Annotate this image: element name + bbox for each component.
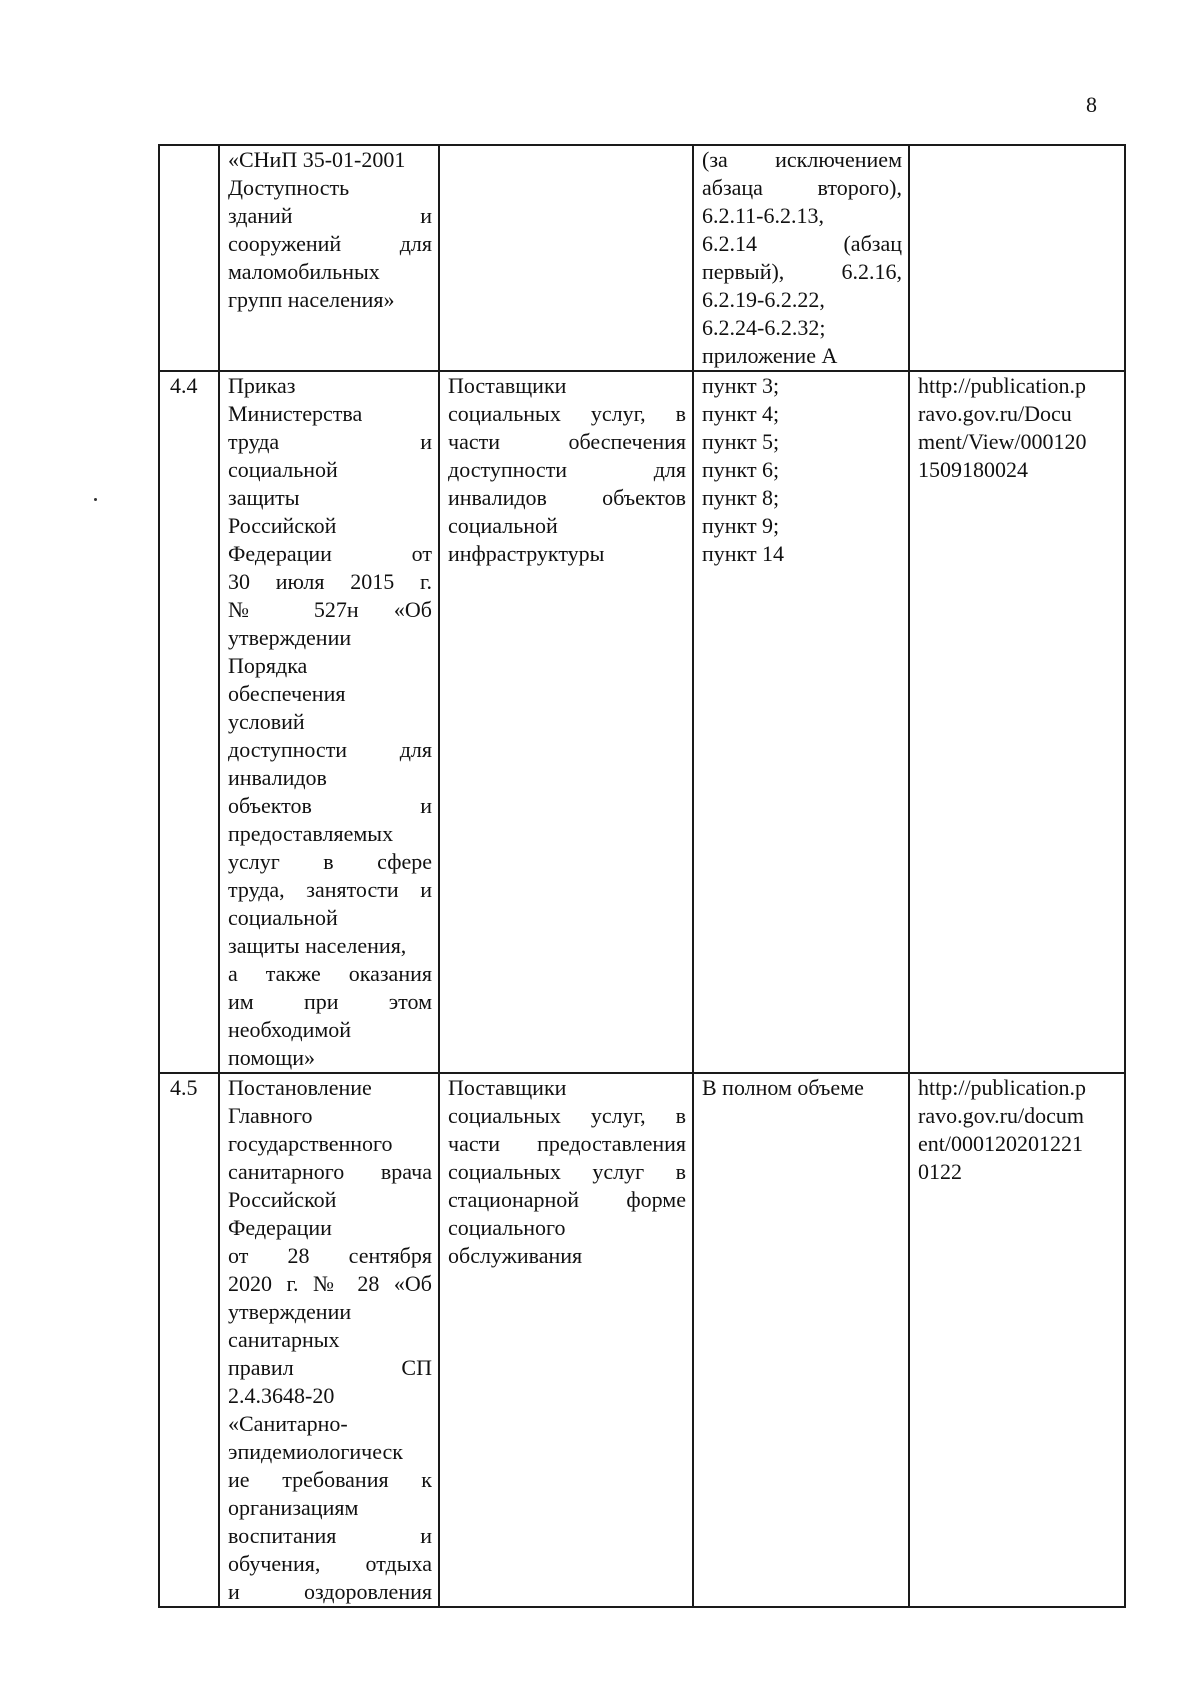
document-line: инвалидов (228, 765, 327, 790)
document-line: Доступность (228, 175, 350, 200)
row-number-cell (159, 145, 219, 371)
document-line: Постановление (228, 1075, 372, 1100)
items-line: приложение А (702, 343, 838, 368)
subject-line: части предоставления (448, 1131, 686, 1156)
document-line: маломобильных (228, 259, 380, 284)
items-line: пункт 4; (702, 401, 780, 426)
link-line: http://publication.p (918, 1075, 1087, 1100)
document-line: сооружений для (228, 231, 432, 256)
document-line: санитарных (228, 1327, 340, 1352)
document-line: помощи» (228, 1045, 315, 1070)
document-line: организациям (228, 1495, 359, 1520)
link-line: ravo.gov.ru/docum (918, 1103, 1084, 1128)
row-number-cell: 4.4 (159, 371, 219, 1073)
document-line: труда, занятости и (228, 877, 432, 902)
document-line: услуг в сфере (228, 849, 432, 874)
subject-line: инфраструктуры (448, 541, 605, 566)
items-line: 6.2.14 (абзац (702, 231, 902, 256)
document-line: социальной (228, 905, 338, 930)
document-line: обеспечения (228, 681, 346, 706)
subject-line: Поставщики (448, 373, 567, 398)
document-cell (219, 145, 439, 371)
document-line: групп населения» (228, 287, 395, 312)
subject-line: социального (448, 1215, 566, 1240)
subject-line: обслуживания (448, 1243, 583, 1268)
items-line: (за исключением (702, 147, 902, 172)
document-line: утверждении (228, 1299, 352, 1324)
items-line: 6.2.19-6.2.22, (702, 287, 825, 312)
document-line: воспитания и (228, 1523, 432, 1548)
document-line: объектов и (228, 793, 432, 818)
items-line: пункт 6; (702, 457, 780, 482)
subject-line: доступности для (448, 457, 686, 482)
document-line: социальной (228, 457, 338, 482)
items-line: 6.2.11-6.2.13, (702, 203, 825, 228)
subject-cell (439, 145, 693, 371)
items-line: В полном объеме (702, 1075, 864, 1100)
subject-line: социальных услуг, в (448, 1103, 686, 1128)
document-line: Российской (228, 1187, 337, 1212)
document-line: ие требования к (228, 1467, 432, 1492)
page-number: 8 (1086, 92, 1097, 117)
document-line: условий (228, 709, 305, 734)
document-cell (219, 1073, 439, 1607)
table-row (159, 371, 1125, 1073)
link-line: ravo.gov.ru/Docu (918, 401, 1072, 426)
document-line: санитарного врача (228, 1159, 432, 1184)
subject-line: Поставщики (448, 1075, 567, 1100)
items-line: 6.2.24-6.2.32; (702, 315, 826, 340)
document-line: № 527н «Об (228, 597, 432, 622)
items-line: пункт 14 (702, 541, 785, 566)
document-line: Министерства (228, 401, 363, 426)
scan-dot (94, 498, 97, 501)
subject-cell (439, 1073, 693, 1607)
document-line: «Санитарно- (228, 1411, 348, 1436)
items-cell (693, 145, 909, 371)
document-line: а также оказания (228, 961, 432, 986)
document-line: предоставляемых (228, 821, 394, 846)
document-line: и оздоровления (228, 1579, 432, 1604)
document-line: Федерации (228, 1215, 332, 1240)
document-line: труда и (228, 429, 432, 454)
link-line: http://publication.p (918, 373, 1087, 398)
document-line: 2.4.3648-20 (228, 1383, 335, 1408)
document-line: 30 июля 2015 г. (228, 569, 432, 594)
items-cell (693, 1073, 909, 1607)
items-line: пункт 8; (702, 485, 780, 510)
link-line: 1509180024 (918, 457, 1028, 482)
document-line: зданий и (228, 203, 432, 228)
subject-cell (439, 371, 693, 1073)
items-line: пункт 3; (702, 373, 780, 398)
document-line: Федерации от (228, 541, 432, 566)
subject-line: инвалидов объектов (448, 485, 686, 510)
document-line: «СНиП 35-01-2001 (228, 147, 406, 172)
link-line: ent/000120201221 (918, 1131, 1083, 1156)
document-line: защиты населения, (228, 933, 407, 958)
table-row (159, 145, 1125, 371)
table-body (159, 145, 1125, 1607)
items-line: пункт 5; (702, 429, 780, 454)
table-row (159, 1073, 1125, 1607)
link-cell (909, 1073, 1125, 1607)
subject-line: части обеспечения (448, 429, 686, 454)
document-line: защиты (228, 485, 300, 510)
items-line: первый), 6.2.16, (702, 259, 902, 284)
document-line: утверждении (228, 625, 352, 650)
items-cell (693, 371, 909, 1073)
document-line: Российской (228, 513, 337, 538)
subject-line: социальной (448, 513, 558, 538)
subject-line: стационарной форме (448, 1187, 686, 1212)
link-line: 0122 (918, 1159, 962, 1184)
document-line: правил СП (228, 1355, 432, 1380)
document-line: государственного (228, 1131, 393, 1156)
link-line: ment/View/000120 (918, 429, 1087, 454)
document-line: обучения, отдыха (228, 1551, 432, 1576)
items-line: абзаца второго), (702, 175, 902, 200)
document-line: Порядка (228, 653, 308, 678)
legal-acts-table (158, 144, 1126, 1608)
document-line: Главного (228, 1103, 313, 1128)
document-line: эпидемиологическ (228, 1439, 403, 1464)
document-line: Приказ (228, 373, 296, 398)
document-line: от 28 сентября (228, 1243, 432, 1268)
link-cell (909, 145, 1125, 371)
row-number-cell: 4.5 (159, 1073, 219, 1607)
document-cell (219, 371, 439, 1073)
document-line: им при этом (228, 989, 432, 1014)
subject-line: социальных услуг, в (448, 401, 686, 426)
link-cell (909, 371, 1125, 1073)
document-line: необходимой (228, 1017, 352, 1042)
document-line: доступности для (228, 737, 432, 762)
items-line: пункт 9; (702, 513, 780, 538)
subject-line: социальных услуг в (448, 1159, 686, 1184)
document-line: 2020 г. № 28 «Об (228, 1271, 432, 1296)
